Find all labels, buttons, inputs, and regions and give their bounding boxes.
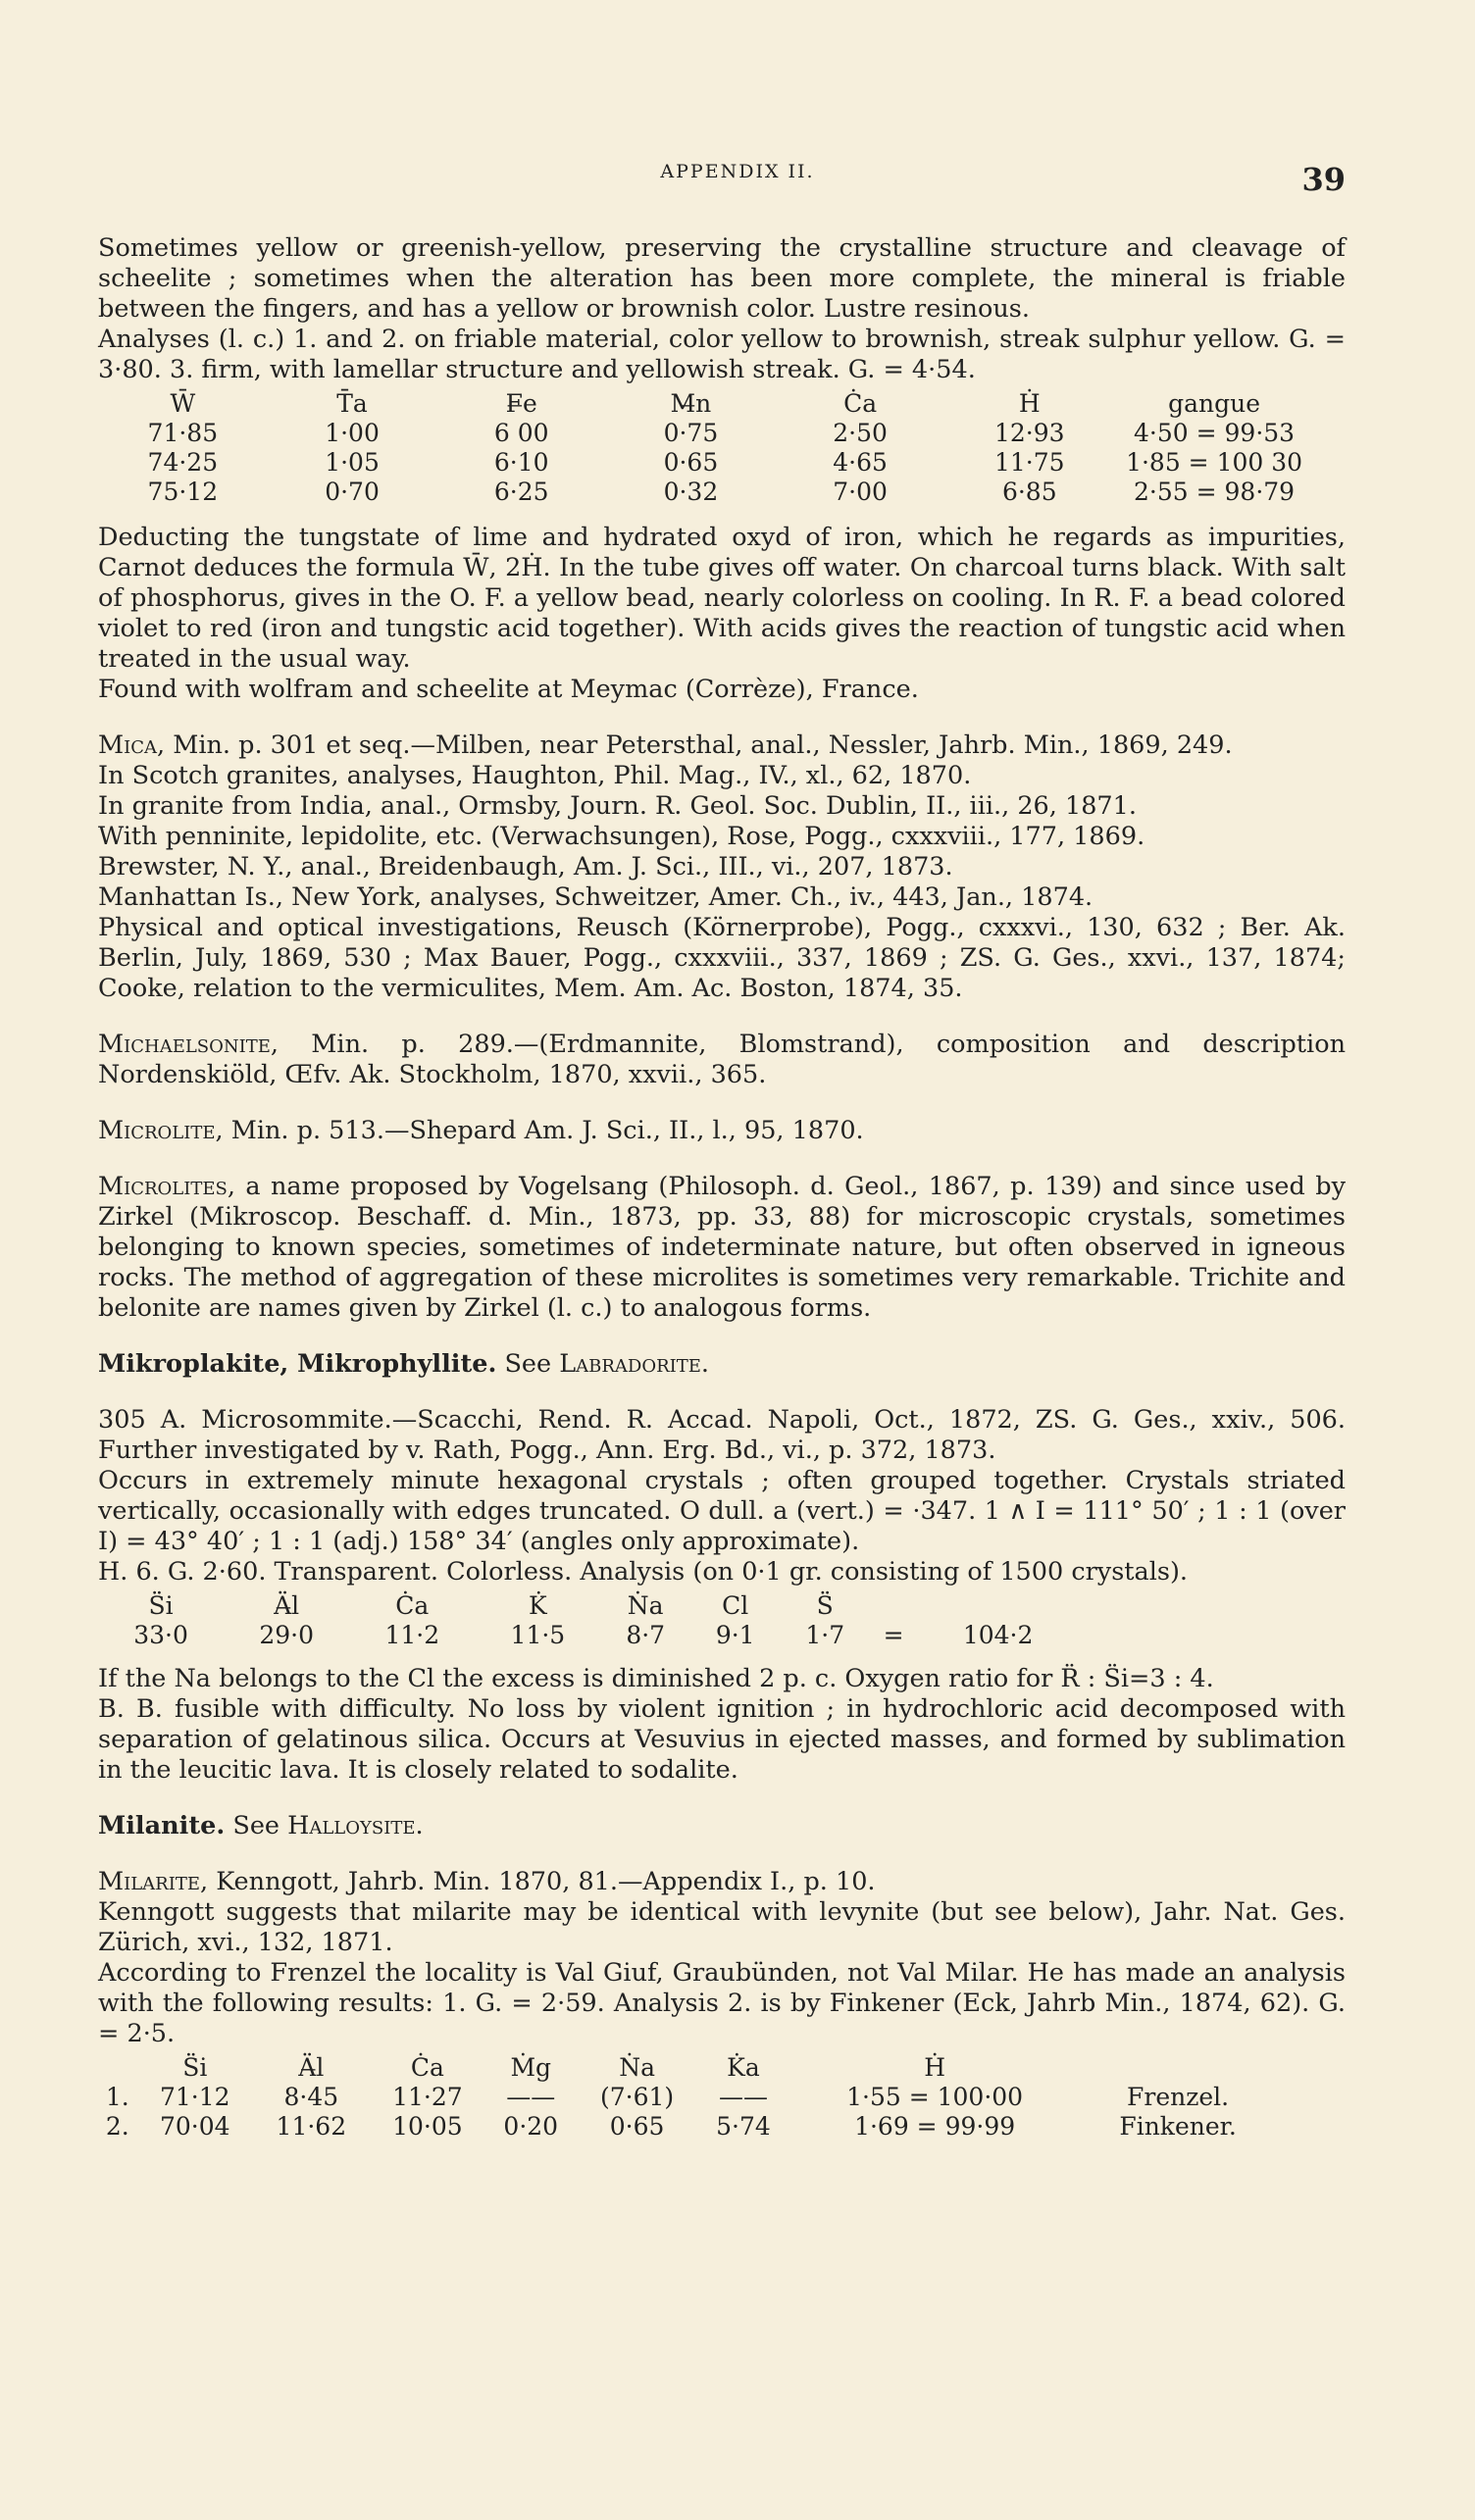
table-header-row bbox=[98, 2053, 1275, 2083]
table-row bbox=[98, 1621, 1079, 1650]
table-header-cell bbox=[870, 1591, 917, 1621]
table-cell: 11·2 bbox=[384, 1621, 440, 1649]
table-cell: 0·75 bbox=[663, 419, 719, 447]
table-cell: 2·50 bbox=[833, 419, 888, 447]
table-header-cell: Ḣ bbox=[924, 2053, 946, 2082]
microsommite-para-5: B. B. fusible with difficulty. No loss by violent ignition ; in hydrochloric acid decomposed with separation of gelatinous silica. Occurs at Vesuvius in ejected masses, and formed by sublimation in the leucitic lava. It is closely related to sodalite. bbox=[98, 1694, 1346, 1785]
table-cell: 71·85 bbox=[147, 419, 219, 447]
microsommite-analysis-table bbox=[98, 1591, 1079, 1650]
table-header-cell bbox=[1081, 2053, 1275, 2083]
table-header-cell: K̇a bbox=[727, 2053, 760, 2082]
table-cell: 4·50 = 99·53 bbox=[1134, 419, 1296, 447]
entry-microsommite bbox=[98, 1405, 1346, 1786]
table-cell: 1·7 bbox=[805, 1621, 845, 1649]
table-header-cell: Ċa bbox=[395, 1591, 430, 1620]
table-header-cell: F̶e bbox=[505, 389, 537, 418]
table-header-cell: M̶n bbox=[670, 389, 712, 418]
microsommite-para-3: H. 6. G. 2·60. Transparent. Colorless. Analysis (on 0·1 gr. consisting of 1500 crystals). bbox=[98, 1557, 1189, 1587]
milarite-para-1 bbox=[98, 1867, 1346, 1897]
mica-line-5: Brewster, N. Y., anal., Breidenbaugh, Am. J. Sci., III., vi., 207, 1873. bbox=[98, 852, 953, 882]
mica-line-7: Physical and optical investigations, Reusch (Körnerprobe), Pogg., cxxxvi., 130, 632 ; Ber. Ak. Berlin, July, 1869, 530 ; Max Bauer, Pogg., cxxxviii., 337, 1869 ; ZS. G. Ges., xxvi., 137, 1874; Cooke, relation to the vermiculites, Mem. Am. Ac. Boston, 1874, 35. bbox=[98, 913, 1346, 1003]
table-cell: 1·55 = 100·00 bbox=[846, 2083, 1024, 2111]
milarite-para-3: According to Frenzel the locality is Val Giuf, Graubünden, not Val Milar. He has made an analysis with the following results: 1. G. = 2·59. Analysis 2. is by Finkener (Eck, Jahrb Min., 1874, 62). G. = 2·5. bbox=[98, 1958, 1346, 2048]
table-header-cell: S̈ bbox=[816, 1591, 834, 1620]
table-cell: 29·0 bbox=[259, 1621, 314, 1649]
table-header-cell: gangue bbox=[1168, 389, 1261, 418]
table-cell: 11·5 bbox=[510, 1621, 566, 1649]
cross-reference: Halloysite. bbox=[287, 1811, 424, 1840]
entry-milarite bbox=[98, 1867, 1346, 2142]
entry-heading: Microlite bbox=[98, 1116, 216, 1145]
table-header-cell: Ḣ bbox=[1018, 389, 1041, 418]
table-cell: 0·70 bbox=[325, 478, 380, 506]
species-number: 305 A. bbox=[98, 1405, 187, 1435]
table-cell: 2·55 = 98·79 bbox=[1134, 478, 1296, 506]
table-cell: 10·05 bbox=[392, 2112, 463, 2141]
table-header-cell: Ä̶l bbox=[274, 1591, 300, 1620]
microsommite-para-2: Occurs in extremely minute hexagonal crystals ; often grouped together. Crystals striated vertically, occasionally with edges truncated. O dull. a (vert.) = ·347. 1 ∧ I = 111° 50′ ; 1 : 1 (over I) = 43° 40′ ; 1 : 1 (adj.) 158° 34′ (angles only approximate). bbox=[98, 1466, 1346, 1556]
table-header-cell: K̇ bbox=[529, 1591, 547, 1620]
milanite-text bbox=[98, 1811, 1346, 1841]
table-cell: 2. bbox=[105, 2112, 129, 2141]
table-cell: —— bbox=[506, 2083, 556, 2111]
table-cell: = bbox=[883, 1621, 904, 1649]
mikroplakite-text bbox=[98, 1349, 1346, 1380]
table-cell: 8·45 bbox=[283, 2083, 339, 2111]
table-cell: 0·20 bbox=[503, 2112, 559, 2141]
table-cell: 71·12 bbox=[160, 2083, 230, 2111]
table-header-cell: S̈i bbox=[148, 1591, 174, 1620]
table-header-row bbox=[98, 389, 1314, 419]
table-header-cell: Ṁg bbox=[510, 2053, 552, 2082]
table-header-cell: Cl bbox=[722, 1591, 749, 1620]
table-cell: 7·00 bbox=[833, 478, 888, 506]
table-cell: 11·75 bbox=[993, 448, 1065, 477]
wolframine-analysis-table bbox=[98, 389, 1314, 507]
entry-michaelsonite bbox=[98, 1030, 1346, 1090]
table-cell: 104·2 bbox=[962, 1621, 1034, 1649]
entry-milanite bbox=[98, 1811, 1346, 1841]
page-number: 39 bbox=[1301, 161, 1346, 198]
table-header-cell: Ċa bbox=[410, 2053, 444, 2082]
microlites-text bbox=[98, 1172, 1346, 1324]
entry-heading: Microsommite bbox=[201, 1405, 384, 1435]
mica-line-2: In Scotch granites, analyses, Haughton, Phil. Mag., IV., xl., 62, 1870. bbox=[98, 761, 972, 790]
table-header-cell bbox=[98, 2053, 137, 2083]
table-row bbox=[98, 478, 1314, 507]
table-cell: 5·74 bbox=[716, 2112, 771, 2141]
table-cell: 1·69 = 99·99 bbox=[854, 2112, 1016, 2141]
entry-mica bbox=[98, 731, 1346, 1004]
cross-reference: Labradorite. bbox=[559, 1349, 710, 1379]
table-cell: 70·04 bbox=[160, 2112, 230, 2141]
wolframine-para-4: Found with wolfram and scheelite at Meymac (Corrèze), France. bbox=[98, 675, 919, 704]
entry-heading: Milarite bbox=[98, 1867, 200, 1896]
table-cell: 8·7 bbox=[626, 1621, 666, 1649]
entry-heading: Michaelsonite bbox=[98, 1030, 271, 1059]
table-cell: 0·32 bbox=[663, 478, 719, 506]
entry-text: .—Scacchi, Rend. R. Accad. Napoli, Oct., 1872, ZS. G. Ges., xxiv., 506. Further investigated by v. Rath, Pogg., Ann. Erg. Bd., vi., p. 372, 1873. bbox=[98, 1405, 1346, 1465]
microsommite-para-1 bbox=[98, 1405, 1346, 1466]
table-cell: 1·00 bbox=[325, 419, 380, 447]
table-header-cell: Ċa bbox=[843, 389, 878, 418]
mica-line-3: In granite from India, anal., Ormsby, Journ. R. Geol. Soc. Dublin, II., iii., 26, 1871. bbox=[98, 791, 1137, 821]
microlite-text bbox=[98, 1116, 1346, 1146]
table-row bbox=[98, 448, 1314, 478]
see-label: See bbox=[232, 1811, 280, 1840]
table-cell: Frenzel. bbox=[1127, 2083, 1230, 2111]
table-row bbox=[98, 2083, 1275, 2112]
wolframine-para-1: Sometimes yellow or greenish-yellow, preserving the crystalline structure and cleavage of scheelite ; sometimes when the alteration has been more complete, the mineral is friable between the fingers, and has a yellow or brownish color. Lustre resinous. bbox=[98, 233, 1346, 324]
entry-text: , Min. p. 513.—Shepard Am. J. Sci., II., l., 95, 1870. bbox=[215, 1116, 864, 1145]
entry-heading: Microlites bbox=[98, 1172, 228, 1201]
milarite-analysis-table bbox=[98, 2053, 1275, 2142]
wolframine-para-3: Deducting the tungstate of lime and hydrated oxyd of iron, which he regards as impurities, Carnot deduces the formula W̄, 2Ḣ. In the tube gives off water. On charcoal turns black. With salt of phosphorus, gives in the O. F. a yellow bead, nearly colorless on cooling. In R. F. a bead colored violet to red (iron and tungstic acid together). With acids gives the reaction of tungstic acid when treated in the usual way. bbox=[98, 523, 1346, 674]
milarite-para-2: Kenngott suggests that milarite may be identical with levynite (but see below), Jahr. Nat. Ges. Zürich, xvi., 132, 1871. bbox=[98, 1897, 1346, 1957]
table-row bbox=[98, 419, 1314, 448]
wolframine-para-2: Analyses (l. c.) 1. and 2. on friable material, color yellow to brownish, streak sulphur yellow. G. = 3·80. 3. firm, with lamellar structure and yellowish streak. G. = 4·54. bbox=[98, 325, 1346, 384]
entry-microlites bbox=[98, 1172, 1346, 1324]
table-cell: 4·65 bbox=[833, 448, 888, 477]
entry-text: , a name proposed by Vogelsang (Philosoph. d. Geol., 1867, p. 139) and since used by Zirkel (Mikroscop. Beschaff. d. Min., 1873, pp. 33, 88) for microscopic crystals, sometimes belonging to known species, sometimes of indeterminate nature, but often observed in igneous rocks. The method of aggregation of these microlites is sometimes very remarkable. Trichite and belonite are names given by Zirkel (l. c.) to analogous forms. bbox=[98, 1172, 1346, 1323]
microsommite-para-4: If the Na belongs to the Cl the excess is diminished 2 p. c. Oxygen ratio for R̈ : S̈i=3 : 4. bbox=[98, 1664, 1214, 1693]
entry-text: , Min. p. 289.—(Erdmannite, Blomstrand), composition and description Nordenskiöld, Œfv. Ak. Stockholm, 1870, xxvii., 365. bbox=[98, 1030, 1346, 1089]
table-header-cell: Ṅa bbox=[627, 1591, 664, 1620]
table-cell: 6·85 bbox=[1001, 478, 1057, 506]
table-cell: 75·12 bbox=[147, 478, 219, 506]
table-cell: 6 00 bbox=[493, 419, 549, 447]
table-cell: 74·25 bbox=[147, 448, 219, 477]
mica-line-text: Min. p. 301 et seq.—Milben, near Petersthal, anal., Nessler, Jahrb. Min., 1869, 249. bbox=[173, 731, 1233, 760]
table-cell: 33·0 bbox=[133, 1621, 188, 1649]
table-cell: —— bbox=[718, 2083, 768, 2111]
table-header-cell bbox=[917, 1591, 1079, 1621]
page-body bbox=[98, 233, 1346, 2145]
entry-mikroplakite bbox=[98, 1349, 1346, 1380]
michaelsonite-text bbox=[98, 1030, 1346, 1090]
table-header-cell: Ṅa bbox=[619, 2053, 655, 2082]
entry-heading: Milanite. bbox=[98, 1811, 226, 1840]
table-cell: 1. bbox=[105, 2083, 129, 2111]
table-row bbox=[98, 2112, 1275, 2142]
table-cell: (7·61) bbox=[600, 2083, 675, 2111]
table-header-cell: W̄ bbox=[170, 389, 196, 418]
table-cell: 0·65 bbox=[663, 448, 719, 477]
table-cell: 12·93 bbox=[993, 419, 1065, 447]
entry-text: , Kenngott, Jahrb. Min. 1870, 81.—Appendix I., p. 10. bbox=[199, 1867, 876, 1896]
table-cell: Finkener. bbox=[1119, 2112, 1237, 2141]
mica-line-6: Manhattan Is., New York, analyses, Schweitzer, Amer. Ch., iv., 443, Jan., 1874. bbox=[98, 882, 1094, 912]
table-header-cell: Ä̶l bbox=[298, 2053, 325, 2082]
running-head: APPENDIX II. bbox=[660, 161, 815, 182]
table-cell: 0·65 bbox=[609, 2112, 665, 2141]
table-cell: 6·25 bbox=[493, 478, 549, 506]
table-cell: 11·62 bbox=[276, 2112, 347, 2141]
entry-microlite bbox=[98, 1116, 1346, 1146]
table-cell: 11·27 bbox=[392, 2083, 463, 2111]
table-header-cell: T̄a bbox=[336, 389, 368, 418]
table-cell: 1·85 = 100 30 bbox=[1126, 448, 1303, 477]
see-label: See bbox=[504, 1349, 552, 1379]
table-cell: 9·1 bbox=[715, 1621, 755, 1649]
entry-heading: Mica bbox=[98, 731, 157, 760]
table-header-row bbox=[98, 1591, 1079, 1621]
mica-line-4: With penninite, lepidolite, etc. (Verwachsungen), Rose, Pogg., cxxxviii., 177, 1869. bbox=[98, 822, 1145, 851]
mica-line-1: Mica, Min. p. 301 et seq.—Milben, near Petersthal, anal., Nessler, Jahrb. Min., 1869, 249. bbox=[98, 731, 1233, 760]
table-cell: 6·10 bbox=[493, 448, 549, 477]
table-header-cell: S̈i bbox=[182, 2053, 208, 2082]
table-cell: 1·05 bbox=[325, 448, 380, 477]
entry-heading: Mikroplakite, Mikrophyllite. bbox=[98, 1349, 497, 1379]
